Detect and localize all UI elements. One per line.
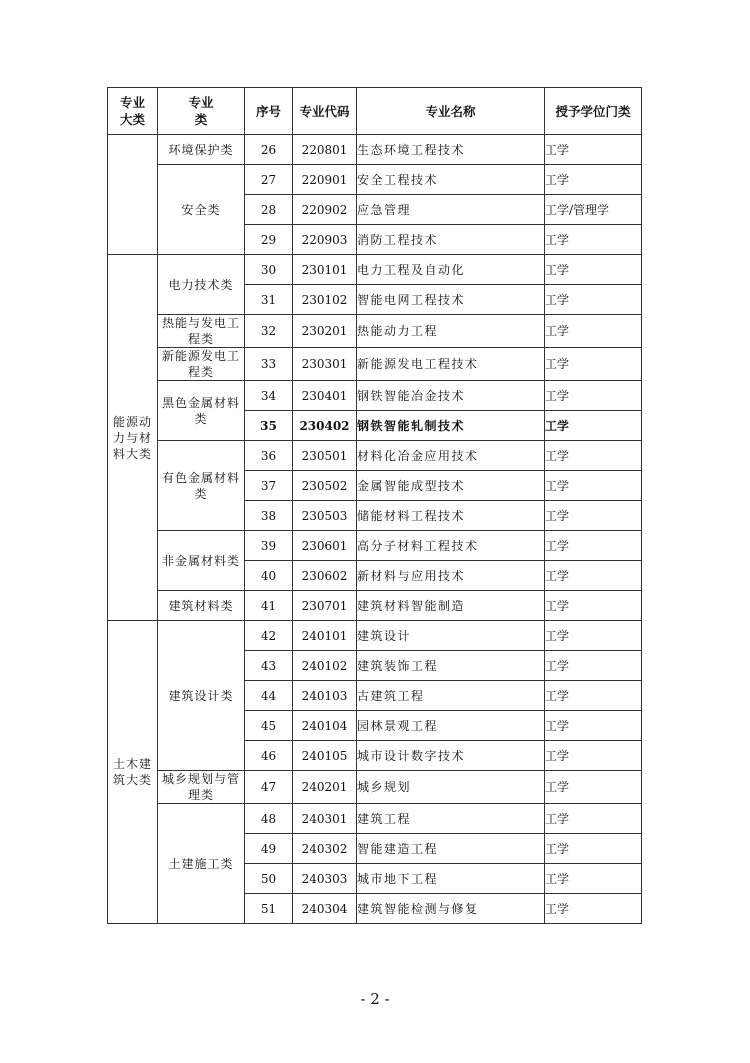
seq-cell: 27 <box>245 165 293 195</box>
degree-cell: 工学 <box>545 381 642 411</box>
seq-cell: 30 <box>245 255 293 285</box>
major-name-cell: 安全工程技术 <box>357 165 545 195</box>
table-row <box>108 621 642 651</box>
category-cell: 非金属材料类 <box>158 531 245 591</box>
major-name-cell: 城市地下工程 <box>357 864 545 894</box>
major-name-cell: 消防工程技术 <box>357 225 545 255</box>
header-major-group: 专业 大类 <box>108 88 158 135</box>
seq-cell: 32 <box>245 315 293 348</box>
degree-cell: 工学 <box>545 681 642 711</box>
seq-cell: 48 <box>245 804 293 834</box>
header-seq: 序号 <box>245 88 293 135</box>
degree-cell: 工学 <box>545 441 642 471</box>
seq-cell: 33 <box>245 348 293 381</box>
major-name-cell: 钢铁智能冶金技术 <box>357 381 545 411</box>
code-cell: 230502 <box>293 471 357 501</box>
degree-cell: 工学 <box>545 471 642 501</box>
seq-cell: 34 <box>245 381 293 411</box>
seq-cell: 45 <box>245 711 293 741</box>
category-cell: 建筑材料类 <box>158 591 245 621</box>
major-name-cell: 建筑装饰工程 <box>357 651 545 681</box>
category-cell: 热能与发电工程类 <box>158 315 245 348</box>
seq-cell: 41 <box>245 591 293 621</box>
degree-cell: 工学 <box>545 285 642 315</box>
major-name-cell: 建筑工程 <box>357 804 545 834</box>
major-name-cell: 建筑材料智能制造 <box>357 591 545 621</box>
degree-cell: 工学 <box>545 348 642 381</box>
table-header-row <box>108 88 642 135</box>
major-name-cell: 建筑设计 <box>357 621 545 651</box>
major-name-cell: 材料化冶金应用技术 <box>357 441 545 471</box>
major-name-cell: 城市设计数字技术 <box>357 741 545 771</box>
code-cell: 240102 <box>293 651 357 681</box>
code-cell: 230101 <box>293 255 357 285</box>
degree-cell: 工学 <box>545 651 642 681</box>
seq-cell: 40 <box>245 561 293 591</box>
header-name: 专业名称 <box>357 88 545 135</box>
table-row <box>108 255 642 285</box>
page-number: - 2 - <box>360 990 390 1008</box>
table-row <box>108 135 642 165</box>
category-cell: 城乡规划与管理类 <box>158 771 245 804</box>
category-cell: 环境保护类 <box>158 135 245 165</box>
seq-cell: 28 <box>245 195 293 225</box>
table-row <box>108 165 642 195</box>
degree-cell: 工学 <box>545 531 642 561</box>
code-cell: 220901 <box>293 165 357 195</box>
code-cell: 230503 <box>293 501 357 531</box>
seq-cell: 29 <box>245 225 293 255</box>
code-cell: 230601 <box>293 531 357 561</box>
degree-cell: 工学 <box>545 894 642 924</box>
table-row <box>108 441 642 471</box>
header-code: 专业代码 <box>293 88 357 135</box>
category-cell: 土建施工类 <box>158 804 245 924</box>
header-category: 专业 类 <box>158 88 245 135</box>
degree-cell: 工学 <box>545 561 642 591</box>
category-cell: 有色金属材料类 <box>158 441 245 531</box>
major-name-cell: 古建筑工程 <box>357 681 545 711</box>
seq-cell: 38 <box>245 501 293 531</box>
seq-cell: 35 <box>245 411 293 441</box>
code-cell: 240304 <box>293 894 357 924</box>
seq-cell: 42 <box>245 621 293 651</box>
major-name-cell: 园林景观工程 <box>357 711 545 741</box>
seq-cell: 26 <box>245 135 293 165</box>
code-cell: 230701 <box>293 591 357 621</box>
category-cell: 黑色金属材料类 <box>158 381 245 441</box>
seq-cell: 31 <box>245 285 293 315</box>
code-cell: 240105 <box>293 741 357 771</box>
major-group-cell <box>108 135 158 255</box>
code-cell: 220801 <box>293 135 357 165</box>
degree-cell: 工学 <box>545 711 642 741</box>
degree-cell: 工学 <box>545 225 642 255</box>
code-cell: 240101 <box>293 621 357 651</box>
major-name-cell: 城乡规划 <box>357 771 545 804</box>
table-row <box>108 771 642 804</box>
major-group-cell: 土木建筑大类 <box>108 621 158 924</box>
degree-cell: 工学 <box>545 315 642 348</box>
header-degree: 授予学位门类 <box>545 88 642 135</box>
category-cell: 安全类 <box>158 165 245 255</box>
seq-cell: 36 <box>245 441 293 471</box>
code-cell: 240104 <box>293 711 357 741</box>
seq-cell: 49 <box>245 834 293 864</box>
code-cell: 230402 <box>293 411 357 441</box>
code-cell: 230201 <box>293 315 357 348</box>
majors-table <box>107 87 642 924</box>
degree-cell: 工学 <box>545 834 642 864</box>
major-name-cell: 储能材料工程技术 <box>357 501 545 531</box>
code-cell: 230501 <box>293 441 357 471</box>
major-name-cell: 智能建造工程 <box>357 834 545 864</box>
table-row <box>108 591 642 621</box>
degree-cell: 工学 <box>545 255 642 285</box>
degree-cell: 工学 <box>545 621 642 651</box>
category-cell: 建筑设计类 <box>158 621 245 771</box>
major-name-cell: 高分子材料工程技术 <box>357 531 545 561</box>
seq-cell: 46 <box>245 741 293 771</box>
degree-cell: 工学 <box>545 591 642 621</box>
major-name-cell: 金属智能成型技术 <box>357 471 545 501</box>
seq-cell: 50 <box>245 864 293 894</box>
seq-cell: 47 <box>245 771 293 804</box>
table-row <box>108 348 642 381</box>
major-name-cell: 电力工程及自动化 <box>357 255 545 285</box>
degree-cell: 工学 <box>545 165 642 195</box>
seq-cell: 43 <box>245 651 293 681</box>
category-cell: 电力技术类 <box>158 255 245 315</box>
degree-cell: 工学 <box>545 501 642 531</box>
table-row <box>108 804 642 834</box>
code-cell: 240201 <box>293 771 357 804</box>
code-cell: 230102 <box>293 285 357 315</box>
major-name-cell: 建筑智能检测与修复 <box>357 894 545 924</box>
code-cell: 220902 <box>293 195 357 225</box>
degree-cell: 工学 <box>545 741 642 771</box>
seq-cell: 51 <box>245 894 293 924</box>
code-cell: 220903 <box>293 225 357 255</box>
table-row <box>108 381 642 411</box>
code-cell: 240302 <box>293 834 357 864</box>
code-cell: 230602 <box>293 561 357 591</box>
code-cell: 240103 <box>293 681 357 711</box>
table-row <box>108 531 642 561</box>
degree-cell: 工学/管理学 <box>545 195 642 225</box>
code-cell: 240301 <box>293 804 357 834</box>
seq-cell: 44 <box>245 681 293 711</box>
major-name-cell: 新能源发电工程技术 <box>357 348 545 381</box>
major-name-cell: 钢铁智能轧制技术 <box>357 411 545 441</box>
code-cell: 230401 <box>293 381 357 411</box>
category-cell: 新能源发电工程类 <box>158 348 245 381</box>
major-group-cell: 能源动力与材料大类 <box>108 255 158 621</box>
major-name-cell: 热能动力工程 <box>357 315 545 348</box>
degree-cell: 工学 <box>545 771 642 804</box>
major-name-cell: 应急管理 <box>357 195 545 225</box>
major-name-cell: 智能电网工程技术 <box>357 285 545 315</box>
degree-cell: 工学 <box>545 864 642 894</box>
table-body <box>108 135 642 924</box>
major-name-cell: 新材料与应用技术 <box>357 561 545 591</box>
degree-cell: 工学 <box>545 411 642 441</box>
major-name-cell: 生态环境工程技术 <box>357 135 545 165</box>
code-cell: 240303 <box>293 864 357 894</box>
degree-cell: 工学 <box>545 135 642 165</box>
seq-cell: 39 <box>245 531 293 561</box>
code-cell: 230301 <box>293 348 357 381</box>
table-row <box>108 315 642 348</box>
seq-cell: 37 <box>245 471 293 501</box>
degree-cell: 工学 <box>545 804 642 834</box>
